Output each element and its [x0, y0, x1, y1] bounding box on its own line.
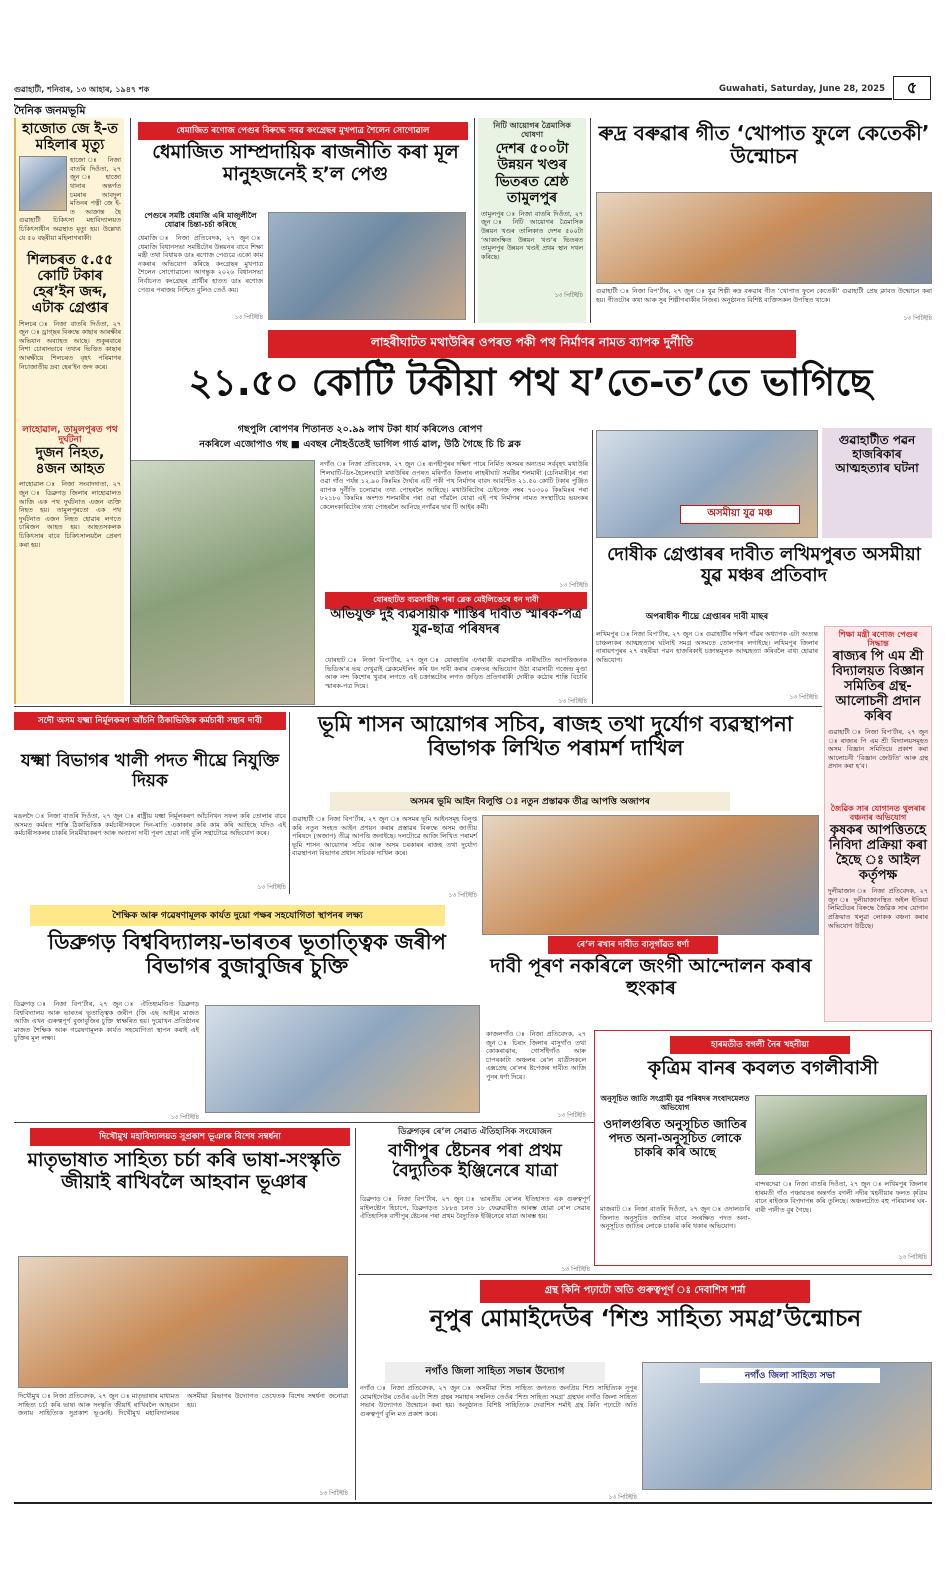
s11-body: কাজলগাঁও ঃ নিজা প্ৰতিবেদক, ২৭ জুন ঃ চিৰাং জিলাৰ বাসুগাঁও তথা কোকৰাঝাৰ, গোসাঁইগাঁও আৰু চাপৰকাটা অঞ্চলৰ ৰে’ল যাত্ৰীসকলে এক্সপ্ৰেছ ৰে’লৰ ষ্টপেজৰ দাবীত আজি পুনৰ ধৰ্ণা দিয়ে।: [486, 1030, 586, 1081]
s14-body: ডিব্ৰুগড় ঃ নিজা বিপ’ৰ্টাৰ, ২৭ জুন ঃ ভাৰতীয় ৰে’লৰ ইতিহাসত এক গুৰুত্বপূৰ্ণ মাইলষ্টোন হিচাপে, ডিব্ৰুগড়ত ১৮৮৪ চনত ১৮ ফেব্ৰুৱাৰীত আৰম্ভ হোৱা ৰে’ল সেৱাৰ ঐতিহাসিক বাণীপুৰ ষ্টেচনৰ পৰা প্ৰথম বৈদ্যুতিক ইঞ্জিনেৰে যাত্ৰা আৰম্ভ হয়।: [360, 1195, 590, 1221]
header-rule: [14, 98, 892, 100]
rule-6: [355, 1128, 356, 1500]
s1-kicker: ধেমাজিত ৰণোজ পেগুৰ বিৰুদ্ধে সৰৱ কংগ্ৰেছৰ মুখপাত্ৰ শৈলেন সোণোৱাল: [138, 122, 468, 140]
s12-headline-2: ওদালগুৰিত অনুসূচিত জাতিৰ পদত অনা-অনুসূচিত লোকে চাকৰি কৰি আছে: [603, 1117, 747, 1159]
s4-headline: দোষীক গ্ৰেপ্তাৰৰ দাবীত লখিমপুৰত অসমীয়া যুৱ মঞ্চৰ প্ৰতিবাদ: [607, 544, 921, 586]
s7-body: দুলীয়াজান ঃ নিজা প্ৰতিবেদক, ২৭ জুন ঃ দুলীয়াজানস্থিত অইল ইণ্ডিয়া লিমিটেডৰ বিৰুদ্ধে জৈৱিক সাৰ যোগান প্ৰক্ৰিয়াত থলুৱা লোকক বঞ্চনা কৰাৰ অভিযোগ উঠিছে।: [828, 887, 928, 930]
s12-photo: [755, 1095, 927, 1175]
left-body-1: হাজো ঃ নিজা বাতৰি দিওঁতা, ২৭ জুন ঃ হাজো থানাৰ অন্তৰ্গত চমৰাৰ আবদুল মতিনৰ পত্নী জে ই-ত আক্ৰান্ত হৈ গুৱাহাটী চিকিৎসা মহাবিদ্যালয়ত চিকিৎসাধীন অৱস্থাত মৃত্যু হয়। উল্লেখ্য যে ৫০ বছৰীয়া মহিলাগৰাকী।: [19, 156, 121, 242]
s12-kicker: হাৰমতীত বগলী নৈৰ খহনীয়া: [670, 1036, 850, 1054]
left-headline-2: শিলচৰত ৫.৫৫ কোটি টকাৰ হেৰ’ইন জব্দ, এটাক গ্ৰেপ্তাৰ: [26, 252, 114, 317]
s6-headline: ৰাজ্যৰ পি এম শ্ৰী বিদ্যালয়ত বিজ্ঞান সমিতিৰ গ্ৰন্থ-আলোচনী প্ৰদান কৰিব: [832, 649, 924, 725]
s10-credit: ১৩ পিটিইচি: [170, 1114, 199, 1121]
lead-body: নগাঁও ঃ নিজা প্ৰতিবেদক, ২৭ জুন ঃ ৰূপহীপুৰৰ দক্ষিণ পাৰে নিৰ্মিত অসমৰ অন্যতম সৰ্ববৃহৎ মথাউৰি শিলঘাটি-ডিং-হৈলেংঘাটা মথাউৰিৰ ওপৰত মৰিগাঁও জিলাৰ লাহৰীঘাট সমষ্টিৰ শলমাৰী (চেনিমাৰী)ৰ পৰা ওৱা গাঁও পৰ্যন্ত ১২.৯০ কিঃমিঃ দৈৰ্ঘ্যৰ এটি পকী পথ নিৰ্মাণৰ বাবদ আবণ্টিত ২১.৫০ কোটি টকাৰ পুঞ্জিত ব্যাপক দুৰ্নীতি চলোৱাৰ তথ্য পোহৰলৈ আহিছে। মথাউৰিটোৰ চেইনেজ নম্বৰ ৭০৩০০ কিঃমিঃৰ পৰা ৮২১৮০ কিঃমিঃ অংশত শলমাৰীৰ পৰা ওৱা গাঁৱলৈ যোৱা এই পথ নিৰ্মাণৰ নামত সংস্থাটিয়ে ভয়ংকৰ কেলেংকাৰিটোৰ তথ্য পোহৰলৈ আনিছে নগাঁৱৰ দ্বাৰ টি আইৰ কৰ্মী।: [320, 460, 588, 511]
s9-body: গুৱাহাটী ঃ নিজা বিপ’ৰ্টাৰ, ২৭ জুন ঃ অসমৰ ভূমি আইনসমূহ বিলুপ্ত কৰি নতুন সংহত আইন প্ৰণয়ন কৰাৰ প্ৰস্তাৱৰ বিৰুদ্ধে অসম জাতীয় পৰিষদে (অজাপ) তীব্ৰ আপত্তি জনাইছে। দলটোৱে আজি লিখিত পৰামৰ্শ ভূমি শাসন আয়োগৰ সচিব আৰু অসম চৰকাৰৰ ৰাজহ তথা দুৰ্যোগ ব্যৱস্থাপনা বিভাগৰ প্ৰধান সচিবক দাখিল কৰে।: [292, 815, 477, 858]
s14-credit: ১৩ পিটিইচি: [561, 1266, 590, 1273]
s1-subhead: পেগুৰে সমষ্টি ধেমাজি এৰি মাজুলীলৈ যোৱাৰ চিন্তা-চৰ্চা কৰিছে: [144, 211, 257, 229]
s11-headline: দাবী পূৰণ নকৰিলে জংগী আন্দোলন কৰাৰ হুংকাৰ: [490, 955, 812, 999]
left-headline-3: দুজন নিহত, ৪জন আহত: [35, 445, 105, 478]
s12-sub: অনুসূচিত জাতি সংগ্ৰামী যুৱ পৰিষদৰ সংবাদমেলত অভিযোগ: [600, 1094, 750, 1112]
s3-body: গুৱাহাটী ঃ নিজা বিপ’ৰ্টাৰ, ২৭ জুন ঃ যুৱ শিল্পী ৰুদ্ৰ বৰুৱাৰ গীত ‘খোপাত ফুলে কেতেকী’ গুৱাহাটী প্ৰেছ ক্লাবত উন্মোচন কৰা হয়। গীতটোৰ কথা আৰু সুৰ শিল্পীগৰাকীৰ নিজৰ। অনুষ্ঠানত বিশিষ্ট ব্যক্তিসকল উপস্থিত থাকে।: [596, 287, 932, 304]
left-kicker-3: লাহোৱাল, তামুলপুৰত পথ দুৰ্ঘটনা: [22, 424, 118, 445]
s4-photo-banner: অসমীয়া যুৱ মঞ্চ: [680, 505, 800, 524]
s7-headline: কৃষকৰ আপত্তিতহে নিবিদা প্ৰক্ৰিয়া কৰা হৈছে ঃ আইল কৰ্তৃপক্ষ: [829, 823, 927, 884]
s8-body: মঙলদৈ ঃ নিজা বাতৰি দিওঁতা, ২৭ জুন ঃ ৰাষ্ট্ৰীয় যক্ষ্মা নিৰ্মূলকৰণ আঁচনিখন সফল কৰি তোলাৰ বাবে অসমত কৰ্মৰত শাস্তি ঠিকাভিত্তিক কৰ্মচাৰীসকলে দিন-ৰাতি একাকাৰ কৰি কাম কৰি আহিছে যদিও এই কৰ্মচাৰীসকলৰ চাকৰি নিয়মীয়াকৰণ আৰু অন্যান্য দাবী পূৰণ হোৱা নাই বুলি সন্থাটোৱে অভিযোগ কৰে।: [14, 812, 286, 838]
lead-subhead-1: গছপুলি ৰোপণৰ শিতানত ২০.৯৯ লাখ টকা ধাৰ্য কৰিলেও ৰোপণ: [237, 424, 483, 435]
left-headline-1: হাজোত জে ই-ত মহিলাৰ মৃত্যু: [22, 121, 118, 154]
s14-headline: বাণীপুৰ ষ্টেচনৰ পৰা প্ৰথম বৈদ্যুতিক ইঞ্জিনেৰে যাত্ৰা: [388, 1141, 562, 1181]
s2-box: [478, 118, 586, 323]
s15-credit: ১৩ পিটিইচি: [608, 1494, 637, 1501]
s13-photo: [18, 1256, 348, 1388]
s4-body: লখিমপুৰ ঃ নিজা বিপ’ৰ্টাৰ, ২৭ জুন ঃ গুৱাহাটীৰ দক্ষিণ গাঁৱৰ অধ্যাপক এটা অত্যন্ত চাঞ্চল্যকৰ আত্মহত্যাৰ ঘটনাই সমগ্ৰ অসমতে তোলপাৰ লগাইছে। লখিমপুৰ জিলাৰ নাৰায়ণপুৰৰ ২৭ বছৰীয়া পৱন হাজৰিকাই চক্ৰান্তমূলক আত্মহত্যা কৰিবলৈ বাধ্য হোৱাৰ অভিযোগ।: [596, 630, 818, 664]
s8-headline: যক্ষ্মা বিভাগৰ খালী পদত শীঘ্ৰে নিযুক্তি দিয়ক: [20, 751, 280, 791]
s15-body: নগাঁও ঃ নিজা প্ৰতিবেদক, ২৭ জুন ঃ অসমীয়া শিশু সাহিত্য জগতত জনপ্ৰিয় শিশু সাহিত্যিক নূপুৰ মোমাইদেউৰ তেওঁৰ ৬৮টা শিশু গ্ৰন্থৰ সমাহাৰ সম্বলিত তেওঁৰ ‘শিশু সাহিত্য সমগ্ৰ’ গ্ৰন্থখন নগাঁও জিলা সাহিত্য সভাৰ উদ্যোগত উন্মোচন কৰা হয়। অনুষ্ঠানত বিশিষ্ট সাহিত্যিক দেবাশিস শৰ্মাই গ্ৰন্থ কিনি পঢ়াটো অতি গুৰুত্বপূৰ্ণ বুলি মত প্ৰকাশ কৰে।: [360, 1384, 637, 1418]
s13-credit: ১৩ পিটিইচি: [319, 1490, 348, 1497]
s10-body: ডিব্ৰুগড় ঃ নিজা বিপ’ৰ্টাৰ, ২৭ জুন ঃ ঐতিহ্যমণ্ডিত ডিব্ৰুগড় বিশ্ববিদ্যালয় আৰু ভাৰতৰ ভূতাত্ত্বিক জৰীপ (জি এছ আই)ৰ মাজত আজি এখন গুৰুত্বপূৰ্ণ বুজাবুজিৰ চুক্তি স্বাক্ষৰিত হয়। দুয়োখন প্ৰতিষ্ঠানৰ মাজত শৈক্ষিক আৰু গৱেষণামূলক কাৰ্যত সহযোগিতা স্থাপন কৰাই এই চুক্তিৰ মূল লক্ষ্য।: [14, 1000, 199, 1043]
left-photo-1: [19, 156, 67, 211]
header-left-date: গুৱাহাটী, শনিবাৰ, ১৩ আহাৰ, ১৯৪৭ শক: [14, 85, 150, 94]
s14-kicker: ডিব্ৰুগড়ৰ ৰে’ল সেৱাত ঐতিহাসিক সংযোজন: [398, 1127, 552, 1137]
s6-kicker: শিক্ষা মন্ত্ৰী ৰণোজ পেগুৰ সিদ্ধান্ত: [838, 630, 918, 649]
bottom-rule: [14, 1502, 932, 1504]
s6-body: গুৱাহাটী ঃ নিজা বিপ’ৰ্টাৰ, ২৭ জুন ঃ ৰাজ্যৰ পি এম শ্ৰী বিদ্যালয়সমূহত অসম বিজ্ঞান সমিতিয়ে প্ৰকাশ কৰা আলোচনী ‘বিজ্ঞান জেউতি’ আৰু গ্ৰন্থ প্ৰদান কৰা হ’ব।: [828, 728, 928, 771]
s4-credit: ১৩ পিটিইচি: [789, 694, 818, 701]
s1-body: ধেমাজি ঃ নিজা প্ৰতিবেদক, ২৭ জুন ঃ ধেমাজি বিধানসভা সমষ্টিটোৰ উন্নয়নৰ বাবে শিক্ষা মন্ত্ৰী তথা বিধায়ক ডাঃ ৰণোজ পেগুৱে একো কাম নকৰাৰ অভিযোগ কৰিছে কংগ্ৰেছৰ মুখপাত্ৰ শৈলেন সোণোৱালে। আগন্তুক ২০২৬ বিধানসভা নিৰ্বাচনত কংগ্ৰেছৰ প্ৰাৰ্থীৰ হাতত ডাঃ ৰণোজ পেগুৰ পৰাজয় নিশ্চিত বুলিও তেওঁ কয়।: [138, 234, 263, 294]
s12-credit: ১৩ পিটিইচি: [898, 1254, 927, 1261]
s11-kicker: ৰে’ল ৰখাৰ দাবীত বাসুগাঁৱত ধৰ্ণা: [548, 936, 718, 954]
s1-photo: [268, 212, 466, 320]
s12-headline: কৃত্ৰিম বানৰ কবলত বগলীবাসী: [647, 1057, 879, 1079]
s10-photo: [205, 1005, 480, 1113]
s5-headline: অভিযুক্ত দুই ব্যৱসায়ীক শাস্তিৰ দাবীত স্মাৰক-পত্ৰ যুৱ-ছাত্ৰ পৰিষদৰ: [330, 607, 582, 637]
rule-h1: [14, 706, 822, 707]
rule-h3: [358, 1274, 932, 1275]
s2-kicker: নিটি আয়োগৰ ত্ৰৈমাসিক ঘোষণা: [493, 121, 571, 140]
s2-headline: দেশৰ ৫০০টা উন্নয়ন খণ্ডৰ ভিতৰত শ্ৰেষ্ঠ তামুলপুৰ: [495, 141, 569, 206]
lead-kicker: লাহৰীঘাটত মথাউৰিৰ ওপৰত পকী পথ নিৰ্মাণৰ নামত ব্যাপক দুৰ্নীতি: [268, 330, 796, 358]
s15-photo-banner: নগাঁও জিলা সাহিত্য সভা: [700, 1368, 880, 1383]
left-body-3: লাহোৱাল ঃ নিজা সংবাদদাতা, ২৭ জুন ঃ ডিব্ৰুগড় জিলাৰ লাহোৱালত আজি এক পথ দুৰ্ঘটনাত এজন ব্যক্তি নিহত হয়। তামুলপুৰতো এক পথ দুৰ্ঘটনাত এজন নিহত হোৱাৰ লগতে চাৰিজন আহত হয়। আহতসকলক চিকিৎসাৰ বাবে চিকিৎসালয়লৈ প্ৰেৰণ কৰা হয়।: [19, 480, 121, 549]
s1-headline: ধেমাজিত সাম্প্ৰদায়িক ৰাজনীতি কৰা মূল মানুহজনেই হ’ল পেগু: [152, 141, 459, 185]
s15-kicker: গ্ৰন্থ কিনি পঢ়াটো অতি গুৰুত্বপূৰ্ণ ঃ দেবাশিস শৰ্মা: [480, 1280, 810, 1303]
s9-photo: [482, 815, 819, 935]
rule-4: [592, 430, 593, 704]
s12-body: বান্দৰদেৱা ঃ নিজা বাতৰি দিওঁতা, ২৭ জুন ঃ লখিমপুৰ জিলাৰ হাৰমতী গাঁও পঞ্চায়তৰ অন্তৰ্গত বগলী নদীৰ খহনীয়াৰ ফলত কৃত্ৰিম বানে ৰাইজক বিপদাপন্ন কৰি তুলিছে। অঞ্চলটোত বহু পৰিয়ালৰ ঘৰ-বাৰী পানীত বুৰ গৈছে।: [755, 1180, 927, 1214]
rule-2: [474, 118, 475, 323]
s9-headline: ভূমি শাসন আয়োগৰ সচিব, ৰাজহ তথা দুৰ্যোগ ব্যৱস্থাপনা বিভাগক লিখিত পৰামৰ্শ দাখিল: [318, 712, 793, 761]
s9-subhead: অসমৰ ভূমি আইন বিলুপ্তি ঃ নতুন প্ৰস্তাৱক তীব্ৰ আপত্তি অজাপৰ: [330, 792, 730, 811]
s3-photo: [596, 192, 932, 284]
masthead: দৈনিক জনমভূমি: [14, 104, 86, 117]
s8-kicker: সদৌ অসম যক্ষ্মা নিৰ্মূলকৰণ আঁচনি ঠিকাভিত্তিক কৰ্মচাৰী সন্থাৰ দাবী: [14, 712, 286, 730]
lead-subhead-2: নকৰিলে এজোপাও গছ ■ এবছৰ নৌহওঁতেই ভাগিল গাৰ্ড ৱাল, উঠি গৈছে চি চি ব্লক: [199, 439, 521, 450]
s7-kicker: জৈৱিক সাৰ যোগানত থুলৰাৰ বঞ্চনাৰ অভিযোগ: [830, 804, 926, 823]
s5-credit: ১৩ পিটিইচি: [558, 698, 587, 705]
s1-credit: ১৩ পিটিইচি: [234, 314, 263, 321]
s2-credit: ১৩ পিটিইচি: [554, 291, 583, 299]
s8-credit: ১৩ পিটিইচি: [257, 884, 286, 891]
s11-credit: ১৩ পিটিইচি: [557, 1112, 586, 1119]
header-right-date: Guwahati, Saturday, June 28, 2025: [718, 84, 885, 94]
rule-1: [130, 118, 131, 704]
s9-credit: ১৩ পিটিইচি: [448, 892, 477, 899]
s10-headline: ডিব্ৰুগড় বিশ্ববিদ্যালয়-ভাৰতৰ ভূতাত্ত্বিক জৰীপ বিভাগৰ বুজাবুজিৰ চুক্তি: [48, 930, 446, 979]
rule-5: [289, 712, 290, 894]
page-number: ৫: [893, 76, 931, 100]
s10-kicker: শৈক্ষিক আৰু গৱেষণামূলক কাৰ্যত দুয়ো পক্ষৰ সহযোগিতা স্থাপনৰ লক্ষ্য: [30, 905, 445, 926]
lead-headline: ২১.৫০ কোটি টকীয়া পথ য’তে-ত’তে ভাগিছে: [188, 361, 873, 404]
rule-3: [590, 118, 591, 323]
rule-h2: [14, 1122, 594, 1123]
s5-body: যোৰহাট ঃ নিজা বিপ’ৰ্টাৰ, ২৭ জুন ঃ যোৰহাটৰ এগৰাকী ব্যৱসায়ীক নাৰীঘটিত আপত্তিজনক ভিডিঅ’ৰ ভয় দেখুৱাই ব্লেকমেইলিং কৰি ধন দাবী কৰাৰ গুৰুতৰ অভিযোগ উঠা ব্যৱসায়ী গজেন্দ্ৰ মুণ্ডা আৰু নন্দ কিশোৰ খুবাৰ লগতে এই চক্ৰান্তটোৰ লগত জড়িত প্ৰতিগৰাকী দোষীক কঠোৰ শাস্তি বিচাৰি স্মাৰক-পত্ৰ দিয়ে।: [325, 656, 587, 690]
lead-credit: ১৩ পিটিইচি: [559, 582, 588, 589]
left-body-2: শিলচৰ ঃ নিজা বাতৰি দিওঁতা, ২৭ জুন ঃ ড্ৰাগ্‌ছৰ বিৰুদ্ধে কাছাৰ আৰক্ষীৰ অভিযান অব্যাহত আছে। শুকুৰবাৰে নিশা চোৰাংভাবে তথ্যৰ ভিত্তিত কাছাৰ আৰক্ষীয়ে শিলচৰত বৃহৎ পৰিমাণৰ নিচাজাতীয় দ্ৰব্য হেৰ’ইন জব্দ কৰে।: [19, 319, 121, 371]
s15-headline: নূপুৰ মোমাইদেউৰ ‘শিশু সাহিত্য সমগ্ৰ’উন্মোচন: [429, 1306, 862, 1332]
s15-subhead: নগাঁও জিলা সাহিত্য সভাৰ উদ্যোগ: [385, 1362, 605, 1383]
s5-kicker: যোৰহাটত ব্যৱসায়ীক পৰা ব্লেক মেইলিঙেৰে ধন দাবী: [325, 592, 587, 609]
s13-kicker: দিখৌমুখ মহাবিদ্যালয়ত সুপ্ৰকাশ ভূঞাক বিশেষ সম্বৰ্ধনা: [30, 1128, 350, 1146]
s13-headline: মাতৃভাষাত সাহিত্য চৰ্চা কৰি ভাষা-সংস্কৃতি জীয়াই ৰাখিবলৈ আহবান ভূঞাৰ: [27, 1149, 341, 1193]
s3-credit: ১৩ পিটিইচি: [903, 315, 932, 322]
s3-headline: ৰুদ্ৰ বৰুৱাৰ গীত ‘খোপাত ফুলে কেতেকী’ উন্মোচন: [598, 121, 930, 168]
left-column: [14, 118, 124, 704]
lead-photo: [130, 460, 315, 705]
s13-body: দিখৌমুখ ঃ নিজা প্ৰতিবেদক, ২৭ জুন ঃ মাতৃভাষাৰ মাধ্যমত সাহিত্য চৰ্চা কৰি ভাষা আৰু সংস্কৃতি জীয়াই ৰাখিবলৈ আহবান জনায় সাহিত্যিক সুপ্ৰকাশ ভূঞাই। দিখৌমুখ মহাবিদ্যালয়ৰ অসমীয়া বিভাগৰ উদ্যোগত তেখেতক বিশেষ সম্বৰ্ধনা জনোৱা হয়।: [18, 1392, 348, 1418]
s2-body: তামুলপুৰ ঃ নিজা বাতৰি দিওঁতা, ২৭ জুন ঃ নিটি আয়োগৰ ত্ৰৈমাসিক উন্নয়ন খণ্ডৰ তালিকাত দেশৰ ৫০০টা ‘আকাংক্ষিত উন্নয়ন খণ্ড’ৰ ভিতৰত তামুলপুৰ উন্নয়ন খণ্ডই প্ৰথম স্থান দখল কৰিছে।: [481, 209, 583, 261]
right-column: [824, 626, 932, 1022]
s4-subhead: অপৰাধীক শীঘ্ৰে গ্ৰেপ্তাৰৰ দাবী মাছৰ: [645, 612, 769, 622]
s4-side-box: গুৱাহাটীত পৱন হাজৰিকাৰ আত্মহত্যাৰ ঘটনা: [822, 428, 932, 538]
s12-body-2: মাজবাট ঃ নিজা বাতৰি দিওঁতা, ২৭ জুন ঃ ওদালগুৰি জিলাত অনুসূচিত জাতিৰ বাবে সংৰক্ষিত পদত অনা-অনুসূচিত জাতিৰ লোকে চাকৰি কৰি থকাৰ অভিযোগ।: [600, 1205, 750, 1231]
